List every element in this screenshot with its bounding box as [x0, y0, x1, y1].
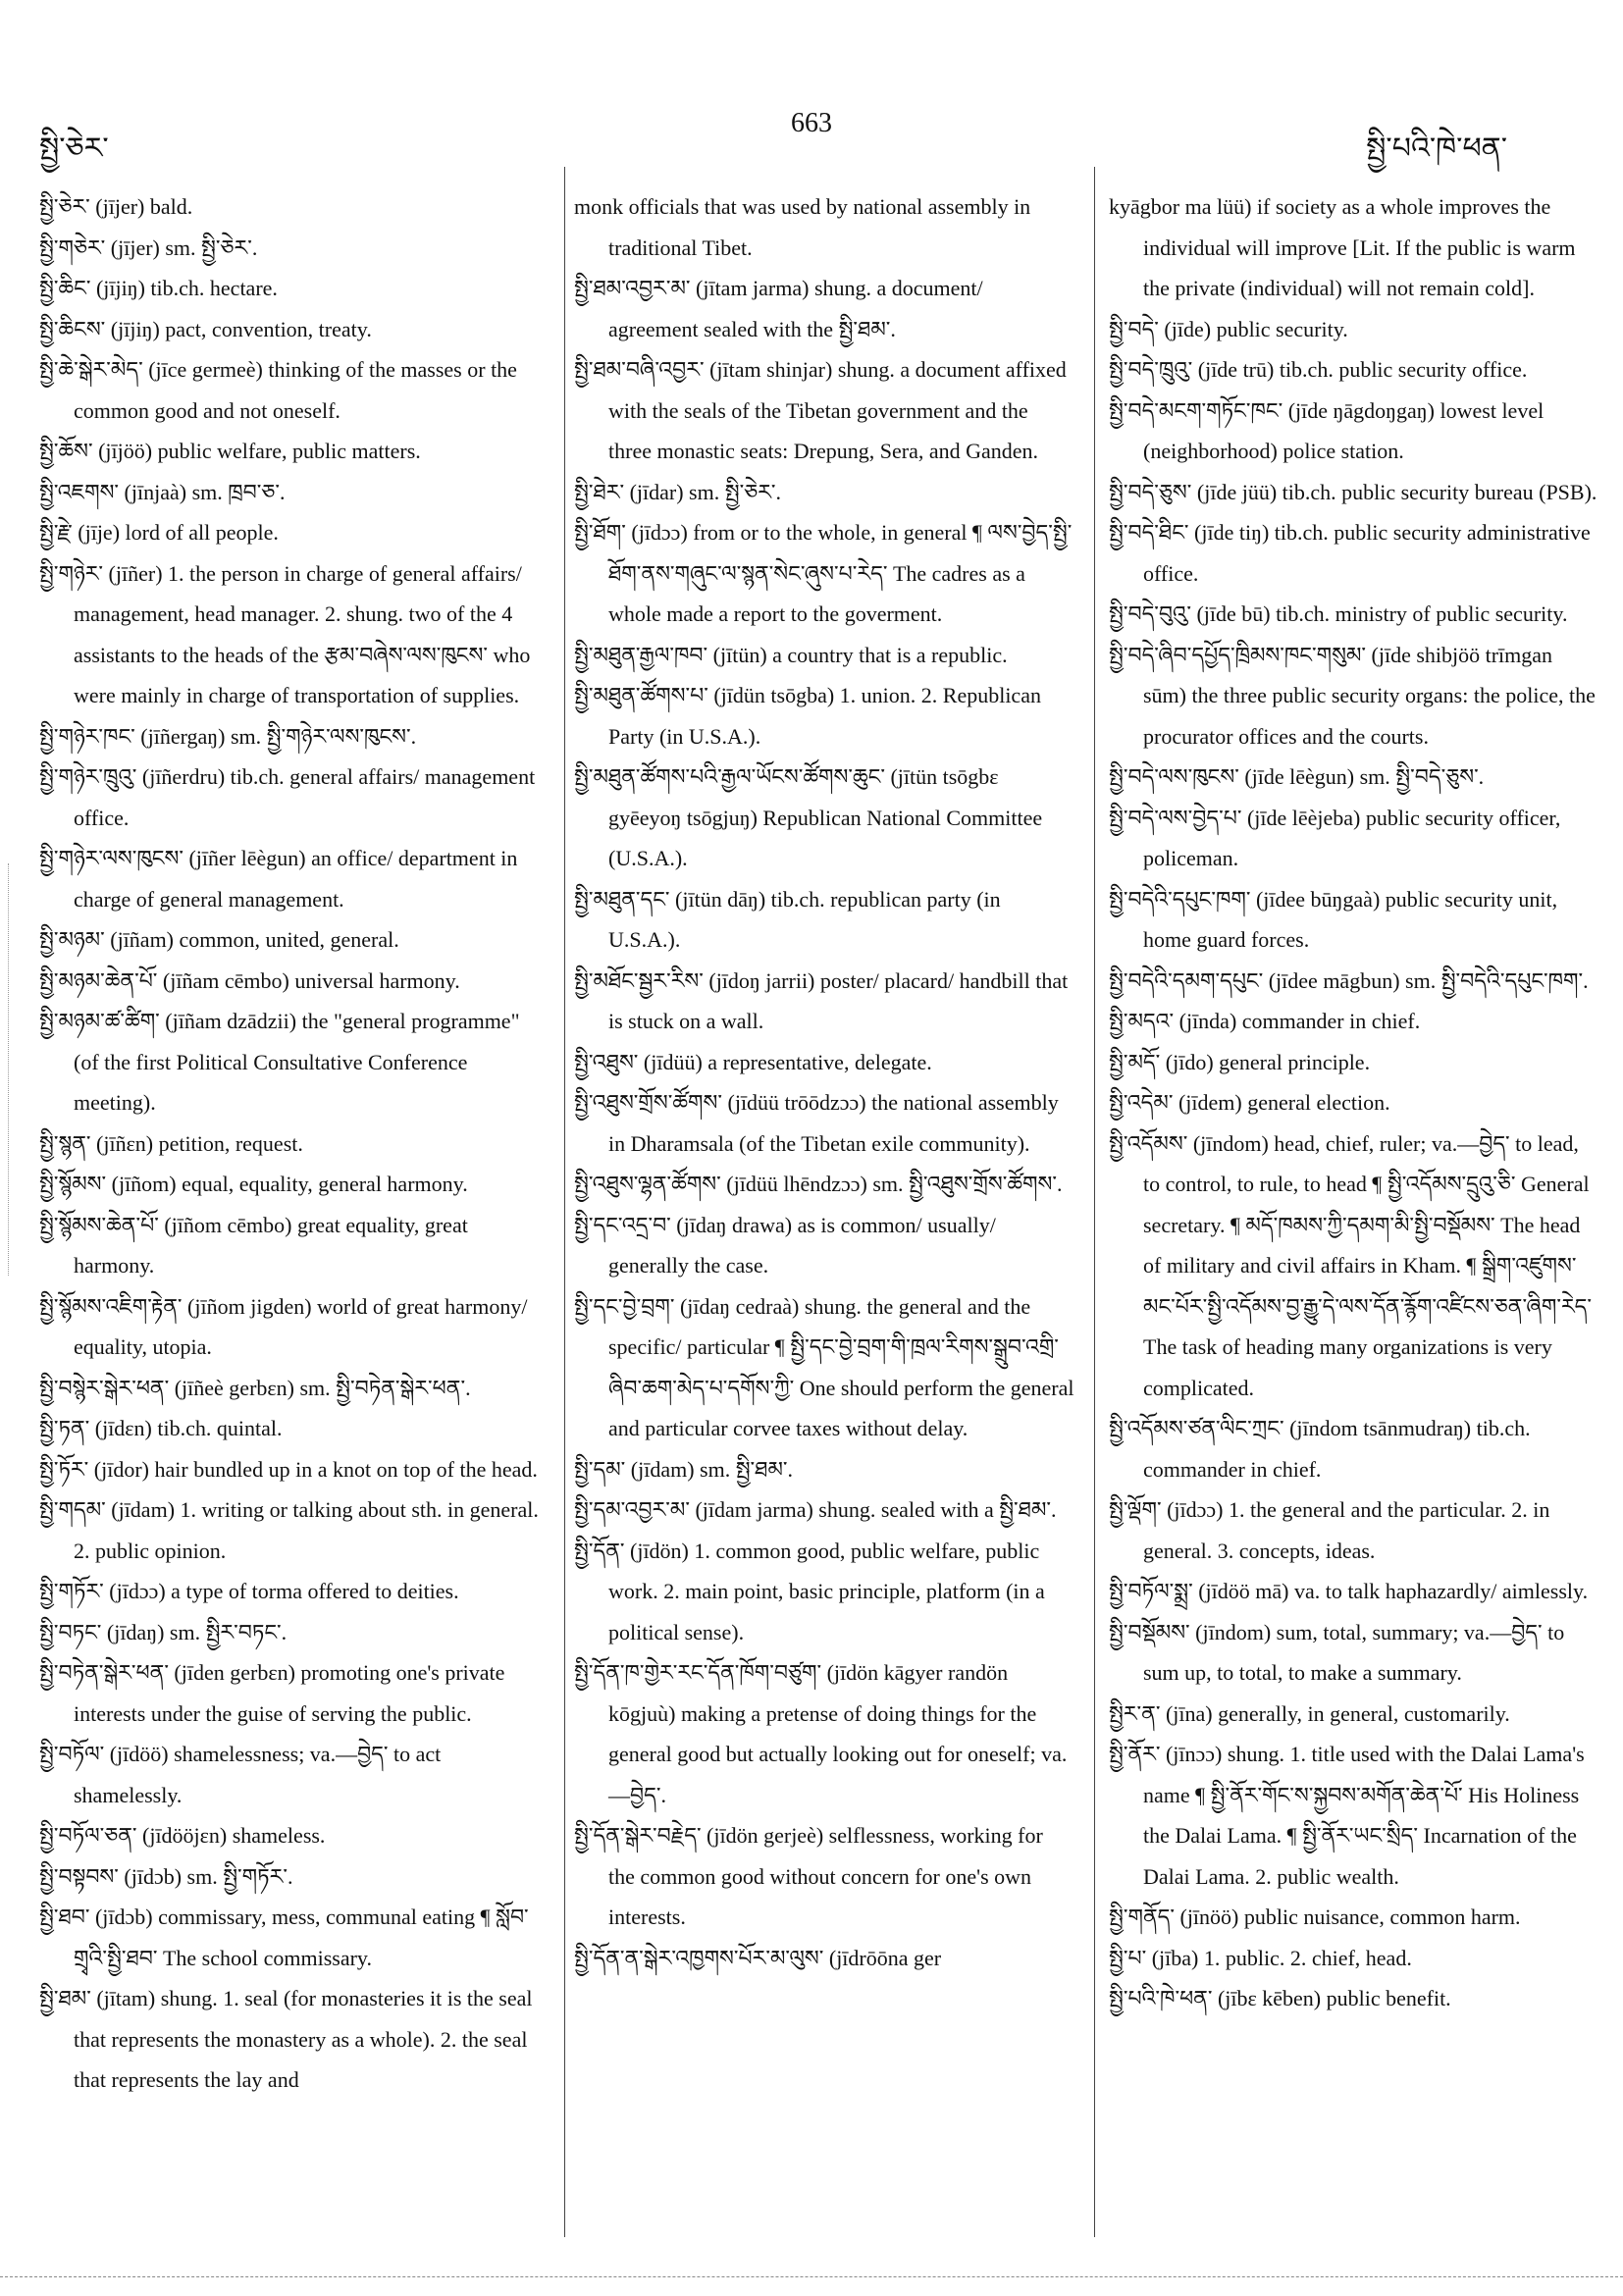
dictionary-entry: སྤྱི་གཅེར་ (jījer) sm. སྤྱི་ཅེར་.: [39, 235, 258, 260]
dictionary-entry: སྤྱི་གཉེར་ལས་ཁུངས་ (jīñer lēègun) an office/ department in charge of general management.: [39, 846, 518, 912]
dictionary-entry: སྤྱི་བདེ་མངག་གཏོང་ཁང་ (jīde ŋāgdoŋgaŋ) lowest level (neighborhood) police station.: [1109, 397, 1544, 463]
dictionary-entry: སྤྱི་ཐོག་ (jīdɔɔ) from or to the whole, in general ¶ ལས་བྱེད་སྤྱི་ཐོག་ནས་གཞུང་ལ་སྙན་སེང་ཞུས་པ་རེད་ The cadres as a whole made a report to the goverment.: [574, 520, 1073, 626]
dictionary-entry: སྤྱི་པ་ (jība) 1. public. 2. chief, head.: [1109, 1945, 1412, 1970]
dictionary-entry: སྤྱི་དོན་ (jīdön) 1. common good, public welfare, public work. 2. main point, basic principle, platform (in a political sense).: [574, 1538, 1045, 1644]
column-divider: [564, 167, 565, 2237]
dictionary-entry: སྤྱི་བསྙེར་སྒེར་ཕན་ (jīñeè gerbɛn) sm. སྤྱི་བཏེན་སྒེར་ཕན་.: [39, 1375, 471, 1400]
margin-mark: [8, 863, 9, 1276]
dictionary-column-1: [39, 186, 540, 2101]
dictionary-entry: སྤྱི་གཉེར་ (jīñer) 1. the person in charge of general affairs/ management, head manager. 2. shung. two of the 4 assistants to the heads of the རྩམ་བཞེས་ལས་ཁུངས་ who were mainly in charge of transportation of supplies.: [39, 560, 531, 707]
dictionary-entry: སྤྱི་དམ་ (jīdam) sm. སྤྱི་ཐམ་.: [574, 1456, 794, 1482]
guide-word-left: སྤྱི་ཅེར་: [39, 131, 109, 166]
dictionary-entry: སྤྱི་མཐུན་དང་ (jītün dāŋ) tib.ch. republican party (in U.S.A.).: [574, 886, 1001, 952]
dictionary-entry: སྤྱི་འཇགས་ (jīnjaà) sm. ཁྲབ་ཅ་.: [39, 479, 286, 504]
dictionary-entry: སྤྱི་འཐུས་ (jīdüü) a representative, delegate.: [574, 1049, 932, 1074]
dictionary-entry: སྤྱི་དང་འདྲ་བ་ (jīdaŋ drawa) as is common/ usually/ generally the case.: [574, 1212, 996, 1278]
dictionary-entry: སྤྱི་མདའ་ (jīnda) commander in chief.: [1109, 1009, 1421, 1033]
dictionary-entry: སྤྱི་གཉེར་ཁང་ (jīñergaŋ) sm. སྤྱི་གཉེར་ལས་ཁུངས་.: [39, 723, 417, 749]
dictionary-entry: སྤྱི་བདེ་ཁྲུའུ་ (jīde trū) tib.ch. public security office.: [1109, 357, 1528, 382]
dictionary-entry: སྤྱི་པའི་ཁེ་ཕན་ (jībɛ kēben) public benefit.: [1109, 1986, 1451, 2010]
dictionary-column-2: [574, 186, 1074, 1978]
dictionary-entry: སྤྱི་མཐུན་ཚོགས་པ་ (jīdün tsōgba) 1. union. 2. Republican Party (in U.S.A.).: [574, 683, 1041, 749]
dictionary-entry: སྤྱི་བདེ་བུའུ་ (jīde bū) tib.ch. ministry of public security.: [1109, 601, 1568, 626]
dictionary-entry: སྤྱི་ཐེར་ (jīdar) sm. སྤྱི་ཅེར་.: [574, 479, 782, 504]
dictionary-entry: སྤྱི་བཏོལ་ཅན་ (jīdööjɛn) shameless.: [39, 1823, 326, 1848]
dictionary-entry: སྤྱི་བདེ་ལས་བྱེད་པ་ (jīde lēèjeba) public security officer, policeman.: [1109, 805, 1561, 870]
dictionary-entry: སྤྱི་དོན་ཁ་གྱེར་རང་དོན་ཁོག་བཙུག་ (jīdön kāgyer randön kōgjuù) making a pretense of doing things for the general good but actually looking out for oneself; va.—བྱེད་.: [574, 1660, 1068, 1807]
dictionary-entry: སྤྱི་བདེའི་དཔུང་ཁག་ (jīdee būŋgaà) public security unit, home guard forces.: [1109, 886, 1558, 952]
dictionary-entry: སྤྱི་འདོམས་ཙན་ལིང་ཀྲང་ (jīndom tsānmudraŋ) tib.ch. commander in chief.: [1109, 1416, 1531, 1482]
dictionary-entry: སྤྱི་བཏོལ་སྨྲ་ (jīdöö mā) va. to talk haphazardly/ aimlessly.: [1109, 1579, 1589, 1603]
dictionary-entry: སྤྱི་བདེ་ (jīde) public security.: [1109, 316, 1348, 341]
dictionary-entry: སྤྱི་ཆིང་ (jījiŋ) tib.ch. hectare.: [39, 276, 278, 300]
dictionary-entry: སྤྱི་ཆོས་ (jījöö) public welfare, public matters.: [39, 439, 421, 463]
dictionary-entry: སྤྱི་མཉམ་ (jīñam) common, united, general.: [39, 927, 399, 952]
dictionary-entry: སྤྱི་བདེ་ཞིབ་དཔྱོད་ཁྲིམས་ཁང་གསུམ་ (jīde shibjöö trīmgan sūm) the three public security organs: the police, the procurator offices and the courts.: [1109, 642, 1596, 749]
dictionary-entry: སྤྱི་ལྡོག་ (jīdɔɔ) 1. the general and the particular. 2. in general. 3. concepts, ideas.: [1109, 1497, 1550, 1563]
dictionary-entry: སྤྱི་ཆེ་སྒེར་མེད་ (jīce germeè) thinking of the masses or the common good and not oneself.: [39, 357, 517, 423]
dictionary-entry: སྤྱི་ཅེར་ (jījer) bald.: [39, 194, 193, 219]
column-divider: [1094, 167, 1095, 2237]
dictionary-entry: སྤྱི་དམ་འབྱར་མ་ (jīdam jarma) shung. sealed with a སྤྱི་ཐམ་.: [574, 1497, 1057, 1522]
dictionary-entry: སྤྱི་བསྟབས་ (jīdɔb) sm. སྤྱི་གཏོར་.: [39, 1863, 293, 1889]
dictionary-entry: སྤྱི་མདོ་ (jīdo) general principle.: [1109, 1049, 1371, 1074]
dictionary-entry: སྤྱི་ཐམ་ (jītam) shung. 1. seal (for monasteries it is the seal that represents the monastery as a whole). 2. the seal that represents the lay and: [39, 1986, 533, 2092]
dictionary-entry: སྤྱི་སྙོམས་ཆེན་པོ་ (jīñom cēmbo) great equality, great harmony.: [39, 1212, 468, 1278]
dictionary-entry: སྤྱི་བདེ་ལས་ཁུངས་ (jīde lēègun) sm. སྤྱི་བདེ་ཅུས་.: [1109, 764, 1485, 789]
dictionary-entry: སྤྱི་ཐབ་ (jīdɔb) commissary, mess, communal eating ¶ སློབ་གྲྭའི་སྤྱི་ཐབ་ The school commissary.: [39, 1905, 529, 1970]
dictionary-entry: སྤྱི་སྙན་ (jīñɛn) petition, request.: [39, 1130, 303, 1156]
dictionary-entry: སྤྱི་སྙོམས་ (jīñom) equal, equality, general harmony.: [39, 1172, 468, 1196]
dictionary-entry: སྤྱི་མཉམ་ཚ་ཚིག་ (jīñam dzādzii) the "general programme" (of the first Political Consultative Conference meeting).: [39, 1009, 520, 1115]
dictionary-entry: སྤྱི་བཏེན་སྒེར་ཕན་ (jīden gerbɛn) promoting one's private interests under the guise of serving the public.: [39, 1660, 505, 1726]
dictionary-entry: སྤྱི་ཐམ་བཞི་འབྱར་ (jītam shinjar) shung. a document affixed with the seals of the Tibetan government and the three monastic seats: Drepung, Sera, and Ganden.: [574, 357, 1067, 463]
dictionary-entry: སྤྱི་གཏོར་ (jīdɔɔ) a type of torma offered to deities.: [39, 1579, 459, 1603]
dictionary-entry: སྤྱི་མཐོང་སྦྱར་རིས་ (jīdoŋ jarrii) poster/ placard/ handbill that is stuck on a wall.: [574, 967, 1069, 1033]
dictionary-entry: སྤྱིར་ན་ (jīna) generally, in general, customarily.: [1109, 1700, 1510, 1726]
dictionary-entry: སྤྱི་ཐམ་འབྱར་མ་ (jītam jarma) shung. a document/ agreement sealed with the སྤྱི་ཐམ་.: [574, 276, 983, 341]
dictionary-entry: སྤྱི་སྙོམས་འཇིག་རྟེན་ (jīñom jigden) world of great harmony/ equality, utopia.: [39, 1293, 528, 1359]
dictionary-entry: སྤྱི་འདོམས་ (jīndom) head, chief, ruler; va.—བྱེད་ to lead, to control, to rule, to head ¶ སྤྱི་འདོམས་དྲུའུ་ཅི་ General secretary. ¶ མདོ་ཁམས་ཀྱི་དམག་མི་སྤྱི་བསྡོམས་ The head of military and civil affairs in Kham. ¶ སྒྲིག་འཛུགས་མང་པོར་སྤྱི་འདོམས་བྱ་རྒྱུ་དེ་ལས་དོན་རྙོག་འཛིངས་ཅན་ཞིག་རེད་ The task of heading many organizations is very complicated.: [1109, 1130, 1593, 1400]
guide-word-right: སྤྱི་པའི་ཁེ་ཕན་: [1366, 131, 1507, 166]
dictionary-entry: སྤྱི་དོན་ན་སྒེར་འཁྱགས་པོར་མ་ལུས་ (jīdrōōna ger: [574, 1945, 942, 1970]
dictionary-entry: སྤྱི་འཐུས་གྲོས་ཚོགས་ (jīdüü trōōdzɔɔ) the national assembly in Dharamsala (of the Tibetan exile community).: [574, 1090, 1059, 1156]
dictionary-entry: སྤྱི་གཉེར་ཁྲུའུ་ (jīñerdru) tib.ch. general affairs/ management office.: [39, 764, 536, 830]
dictionary-entry: སྤྱི་དང་བྱེ་བྲག་ (jīdaŋ cedraà) shung. the general and the specific/ particular ¶ སྤྱི་དང་བྱེ་བྲག་གི་ཁྲལ་རིགས་སྒྲུབ་འགྲི་ཞིབ་ཆག་མེད་པ་དགོས་ཀྱི་ One should perform the general and particular corvee taxes without delay.: [574, 1293, 1074, 1440]
dictionary-entry: སྤྱི་བསྡོམས་ (jīndom) sum, total, summary; va.—བྱེད་ to sum up, to total, to make a summary.: [1109, 1619, 1565, 1685]
dictionary-entry: སྤྱི་གདམ་ (jīdam) 1. writing or talking about sth. in general. 2. public opinion.: [39, 1497, 539, 1563]
dictionary-entry: སྤྱི་བདེ་ཅུས་ (jīde jüü) tib.ch. public security bureau (PSB).: [1109, 479, 1597, 504]
dictionary-entry: སྤྱི་བདེ་ཐིང་ (jīde tiŋ) tib.ch. public security administrative office.: [1109, 520, 1591, 586]
dictionary-entry: སྤྱི་བཏོལ་ (jīdöö) shamelessness; va.—བྱེད་ to act shamelessly.: [39, 1742, 442, 1807]
dictionary-entry: སྤྱི་མཐུན་ཚོགས་པའི་རྒྱལ་ཡོངས་ཚོགས་ཆུང་ (jītün tsōgbɛ gyēeyoŋ tsōgjuŋ) Republican National Committee (U.S.A.).: [574, 764, 1043, 870]
dictionary-entry: སྤྱི་མཉམ་ཆེན་པོ་ (jīñam cēmbo) universal harmony.: [39, 967, 460, 993]
dictionary-entry: monk officials that was used by national assembly in traditional Tibet.: [574, 194, 1031, 260]
bottom-border: [0, 2276, 1623, 2277]
dictionary-entry: སྤྱི་ཆིངས་ (jījiŋ) pact, convention, treaty.: [39, 316, 372, 341]
dictionary-entry: སྤྱི་འདེམ་ (jīdem) general election.: [1109, 1090, 1390, 1115]
dictionary-entry: སྤྱི་འཐུས་ལྷན་ཚོགས་ (jīdüü lhēndzɔɔ) sm. སྤྱི་འཐུས་གྲོས་ཚོགས་.: [574, 1172, 1063, 1196]
dictionary-entry: སྤྱི་ཏན་ (jīdɛn) tib.ch. quintal.: [39, 1416, 283, 1440]
dictionary-entry: སྤྱི་གནོད་ (jīnöö) public nuisance, common harm.: [1109, 1905, 1521, 1929]
dictionary-entry: སྤྱི་ཏོར་ (jīdor) hair bundled up in a knot on top of the head.: [39, 1456, 538, 1482]
dictionary-entry: སྤྱི་དོན་སྒེར་བརྗེད་ (jīdön gerjeè) selflessness, working for the common good without concern for one's own interests.: [574, 1823, 1043, 1929]
dictionary-entry: སྤྱི་བཏང་ (jīdaŋ) sm. སྤྱིར་བཏང་.: [39, 1619, 288, 1644]
dictionary-entry: སྤྱི་རྗེ་ (jīje) lord of all people.: [39, 520, 279, 545]
dictionary-entry: སྤྱི་བདེའི་དམག་དཔུང་ (jīdee māgbun) sm. སྤྱི་བདེའི་དཔུང་ཁག་.: [1109, 967, 1589, 993]
dictionary-entry: སྤྱི་ནོར་ (jīnɔɔ) shung. 1. title used with the Dalai Lama's name ¶ སྤྱི་ནོར་གོང་ས་སྐྱབས་མགོན་ཆེན་པོ་ His Holiness the Dalai Lama. ¶ སྤྱི་ནོར་ཡང་སྲིད་ Incarnation of the Dalai Lama. 2. public wealth.: [1109, 1742, 1585, 1889]
page-header: [0, 0, 1623, 177]
dictionary-entry: སྤྱི་མཐུན་རྒྱལ་ཁབ་ (jītün) a country that is a republic.: [574, 642, 1008, 667]
page-number: 663: [791, 108, 832, 138]
dictionary-column-3: [1109, 186, 1599, 2019]
dictionary-entry: kyāgbor ma lüü) if society as a whole improves the individual will improve [Lit. If the public is warm the private (individual) will not remain cold].: [1109, 194, 1576, 300]
